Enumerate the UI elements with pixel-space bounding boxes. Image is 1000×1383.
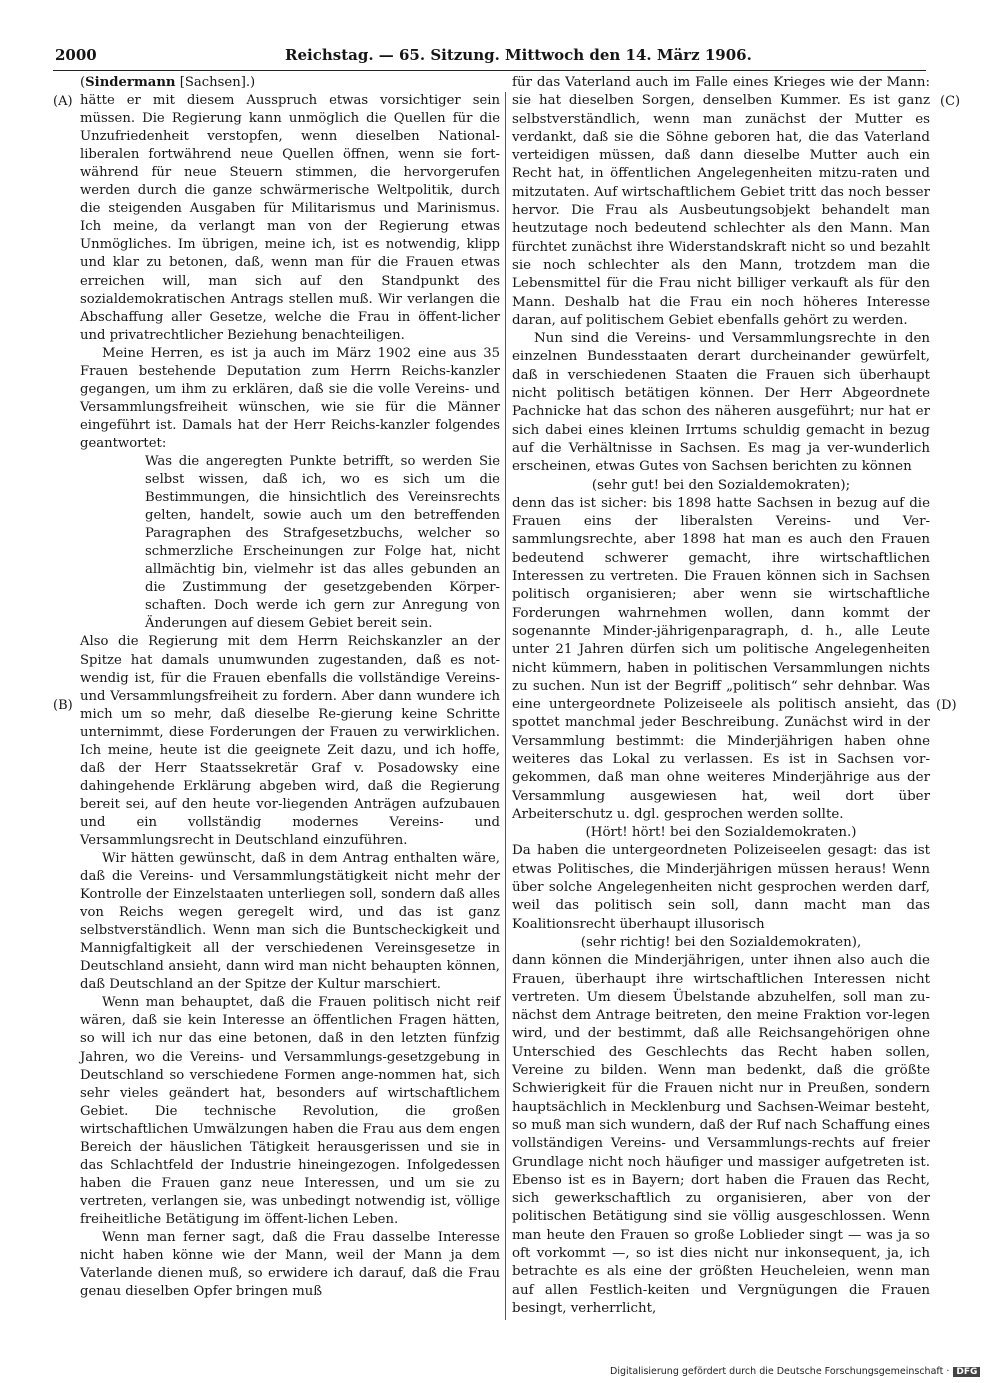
paragraph: Nun sind die Vereins- und Versammlungsrechte in den einzelnen Bundesstaaten derart durcheinander gewürfelt, daß in verschiedenen Staaten die Frauen sich überhaupt nicht politisch betätigen können. Der Herr Abgeordnete Pachnicke hat das schon des näheren ausgeführt; nur hat er sich dabei eines kleinen Irrtums schuldig gemacht in bezug auf die Verhältnisse in Sachsen. Es mag ja ver-wunderlich erscheinen, etwas Gutes von Sachsen berichten zu können: [512, 331, 930, 475]
digitization-footer: [610, 1366, 978, 1377]
speaker-suffix: [Sachsen].): [179, 75, 256, 90]
paragraph: Meine Herren, es ist ja auch im März 1902 eine aus 35 Frauen bestehende Deputation zum Herrn Reichs-kanzler gegangen, um ihm zu erklären, daß sie die volle Vereins- und Versammlungsfreiheit wünschen, wie sie für die Männer eingeführt ist. Damals hat der Herr Reichs-kanzler folgendes geantwortet:: [80, 345, 500, 451]
column-separator: [505, 92, 506, 1320]
paragraph: denn das ist sicher: bis 1898 hatte Sachsen in bezug auf die Frauen eins der liberalsten Vereins- und Ver-sammlungsrechte, aber 1898 hat man es auch den Frauen bedeutend schwerer gemacht, ihre wirtschaftlichen Interessen zu vertreten. Die Frauen können sich in Sachsen politisch organisieren; aber wenn sie wirtschaftliche Forderungen wahrnehmen wollen, dann kommt der sogenannte Minder-jährigenparagraph, d. h., alle Leute unter 21 Jahren dürfen sich um politische Angelegenheiten nicht kümmern, haben in politischen Versammlungen nichts zu suchen. Nun ist der Begriff „politisch“ sehr dehnbar. Was eine untergeordnete Polizeiseele als politisch ansieht, das spottet manchmal jeder Beschreibung. Zunächst wird in der Versammlung bestimmt: die Minderjährigen haben ohne weiteres das Lokal zu verlassen. Es ist in Sachsen vor-gekommen, daß man ohne weiteres Minderjährige aus der Versammlung ausgewiesen hat, weil dort über Arbeiterschutz u. dgl. gesprochen werden sollte.: [512, 495, 930, 822]
page-header: [55, 46, 977, 70]
footer-text: Digitalisierung gefördert durch die Deutsche Forschungsgemeinschaft ·: [610, 1366, 950, 1377]
running-title: Reichstag. — 65. Sitzung. Mittwoch den 14. März 1906.: [285, 46, 752, 64]
speaker-name: Sindermann: [85, 75, 176, 90]
paragraph: dann können die Minderjährigen, unter ihnen also auch die Frauen, überhaupt ihre wirtschaftlichen Interessen nicht vertreten. Um diesem Übelstande abzuhelfen, soll man zu-nächst dem Antrage beitreten, den meine Fraktion vor-legen wird, und der bestimmt, daß alle Reichsangehörigen ohne Unterschied des Geschlechts das Recht haben sollen, Vereine zu bilden. Wenn man bedenkt, daß die größte Schwierigkeit für die Frauen nicht nur in Preußen, sondern hauptsächlich in Mecklenburg und Sachsen-Weimar besteht, so muß man sich wundern, daß der Ruf nach Schaffung eines vollständigen Vereins- und Versammlungs-rechts auf freier Grundlage nicht noch häufiger und massiger aufgetreten ist. Ebenso ist es in Bayern; dort haben die Frauen das Recht, sich gewerkschaftlich zu organisieren, aber von der politischen Betätigung sind sie völlig ausgeschlossen. Wenn man heute den Frauen so große Loblieder singt — was ja so oft vorkommt —, so ist dies nicht nur inkonsequent, ja, ich betrachte es als eine der größten Heucheleien, wenn man auf allen Festlich-keiten und Vergnügungen die Frauen besingt, verherrlicht,: [512, 953, 930, 1316]
margin-marker-d: (D): [936, 698, 957, 713]
paragraph: Also die Regierung mit dem Herrn Reichskanzler an der Spitze hat damals unumwunden zugestanden, daß es not-wendig ist, für die Frauen ebenfalls die vollständige Vereins- und Versammlungsfreiheit zu fordern. Aber dann wundere ich mich um so mehr, daß dieselbe Re-gierung keine Schritte unternimmt, diese Forderungen der Frauen zu verwirklichen. Ich meine, heute ist die geeignete Zeit dazu, und ich hoffe, daß der Herr Staatssekretär Graf v. Posadowsky eine dahingehende Erklärung abgeben wird, daß die Regierung bereit sei, auf den heute vor-liegenden Anträgen aufzubauen und ein vollständig modernes Vereins- und Versammlungsrecht in Deutschland einzuführen.: [80, 634, 500, 848]
margin-marker-a: (A): [53, 94, 73, 109]
margin-marker-c: (C): [940, 94, 961, 109]
paragraph: Wenn man ferner sagt, daß die Frau dasselbe Interesse nicht haben könne wie der Mann, weil der Mann ja dem Vaterlande dienen muß, so erwidere ich darauf, daß die Frau genau dieselben Opfer bringen muß: [80, 1230, 500, 1300]
left-column: [80, 74, 500, 1301]
header-rule: [53, 70, 926, 71]
interjection: (Hört! hört! bei den Sozialdemokraten.): [585, 825, 857, 841]
interjection: (sehr richtig! bei den Sozialdemokraten),: [580, 934, 862, 950]
block-quote: Was die angeregten Punkte betrifft, so werden Sie selbst wissen, daß ich, wo es sich um die Bestimmungen, die hinsichtlich des Vereinsrechts gelten, handelt, sowie auch um den betreffenden Paragraphen des Strafgesetzbuchs, welcher so schmerzliche Erscheinungen zur Folge hat, nicht allmächtig bin, vielmehr ist das alles gebunden an die Zustimmung der gesetzgebenden Körper-schaften. Doch werde ich gern zur Anregung von Änderungen auf diesem Gebiet bereit sein.: [145, 453, 500, 632]
paragraph: hätte er mit diesem Ausspruch etwas vorsichtiger sein müssen. Die Regierung kann unmöglich die Quellen für die Unzufriedenheit verstopfen, wenn dieselben National-liberalen fortwährend neue Quellen öffnen, wenn sie fort-während für neue Steuern stimmen, die hervorgerufen werden durch die ganze schwärmerische Weltpolitik, durch die steigenden Ausgaben für Militarismus und Marinismus. Ich meine, da verlangt man von der Regierung etwas Unmögliches. Im übrigen, meine ich, ist es notwendig, klipp und klar zu betonen, daß, wenn man für die Frauen etwas erreichen will, man sich auf den Standpunkt des sozialdemokratischen Antrags stellen muß. Wir verlangen die Abschaffung aller Gesetze, welche die Frau in öffent-licher und privatrechtlicher Beziehung benachteiligen.: [80, 93, 500, 343]
page-number: 2000: [55, 46, 97, 64]
right-column: [512, 74, 930, 1318]
dfg-logo: DFG: [953, 1367, 980, 1377]
paragraph: Wir hätten gewünscht, daß in dem Antrag enthalten wäre, daß die Vereins- und Versammlungstätigkeit nicht mehr der Kontrolle der Einzelstaaten unterliegen soll, sondern daß alles von Reichs wegen geregelt wird, und das ist ganz selbstverständlich. Wenn man sich die Buntscheckigkeit und Mannigfaltigkeit all der verschiedenen Vereinsgesetze in Deutschland ansieht, dann wird man nicht behaupten können, daß Deutschland an der Spitze der Kultur marschiert.: [80, 851, 500, 993]
speaker-line: (Sindermann [Sachsen].): [80, 75, 256, 90]
paragraph: für das Vaterland auch im Falle eines Krieges wie der Mann: sie hat dieselben Sorgen, denselben Kummer. Es ist ganz selbstverständlich, wenn man zunächst der Mutter es verdankt, daß sie die Söhne geboren hat, die das Vaterland verteidigen müssen, daß dann dieselbe Mutter auch ein Recht hat, in öffentlichen Angelegenheiten mitzu-raten und mitzutaten. Auf wirtschaftlichem Gebiet tritt das noch besser hervor. Die Frau als Ausbeutungsobjekt behandelt man heutzutage noch bedeutend schlechter als den Mann. Man fürchtet zunächst ihre Widerstandskraft nicht so und bezahlt sie noch schlechter als den Mann, trotzdem man die Lebensmittel für die Frau nicht billiger verkauft als für den Mann. Deshalb hat die Frau ein noch höheres Interesse daran, auf politischem Gebiet ebenfalls gehört zu werden.: [512, 75, 930, 328]
margin-marker-b: (B): [53, 698, 73, 713]
paragraph: Da haben die untergeordneten Polizeiseelen gesagt: das ist etwas Politisches, die Minderjährigen müssen heraus! Wenn über solche Angelegenheiten nicht gesprochen werden darf, weil das politisch sein soll, dann macht man das Koalitionsrecht überhaupt illusorisch: [512, 843, 930, 932]
paragraph: Wenn man behauptet, daß die Frauen politisch nicht reif wären, daß sie kein Interesse an öffentlichen Fragen hätten, so will ich nur das eine betonen, daß in den letzten fünfzig Jahren, wo die Vereins- und Versammlungs-gesetzgebung in Deutschland so verschiedene Formen ange-nommen hat, sich sehr vieles geändert hat, besonders auf wirtschaftlichem Gebiet. Die technische Revolution, die großen wirtschaftlichen Umwälzungen haben die Frau aus dem engen Bereich der häuslichen Tätigkeit herausgerissen und sie in das Schlachtfeld der Industrie hineingezogen. Infolgedessen haben die Frauen ganz neue Interessen, und um sie zu vertreten, verlangen sie, was unbedingt notwendig ist, völlige freiheitliche Betätigung im öffent-lichen Leben.: [80, 995, 500, 1227]
interjection: (sehr gut! bei den Sozialdemokraten);: [591, 477, 851, 493]
